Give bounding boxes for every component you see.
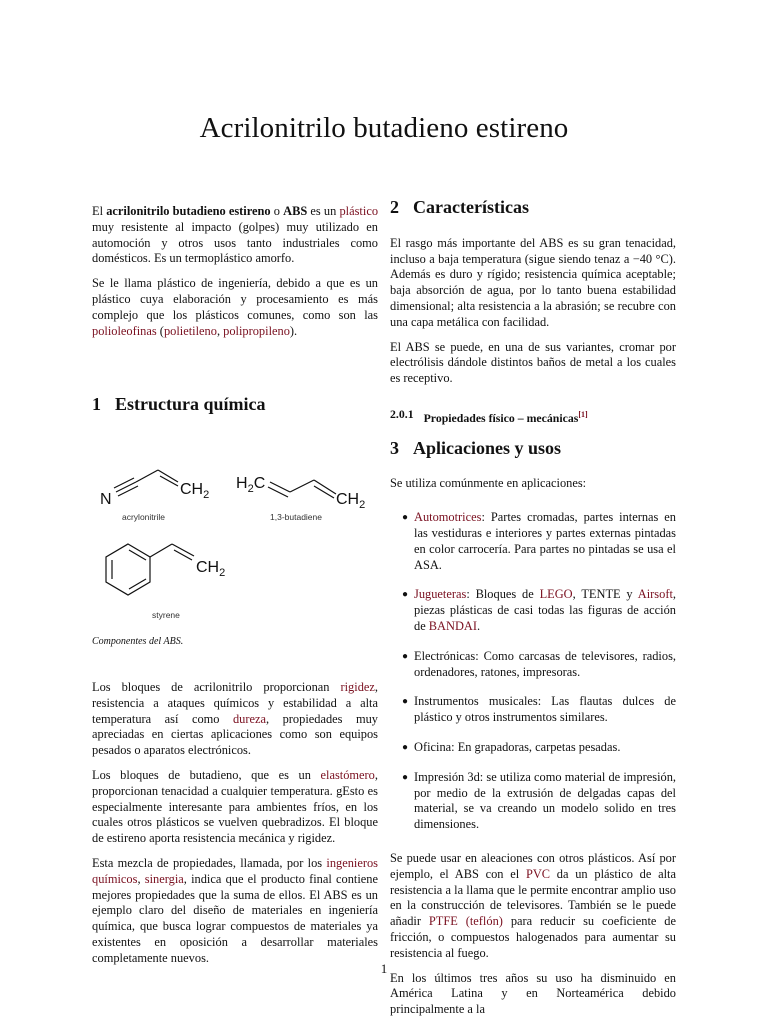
acrylonitrile-ch2-label: CH [180,481,204,498]
subsection-2-0-1-heading [390,407,676,427]
text: Impresión 3d: se utiliza como material de impresión, por medio de la extrusión de delgadas capas del material, se va creando un modelo solido en tres dimensiones. [414,769,676,832]
bullet-icon: ● [402,696,409,708]
text: da un plástico de alta resistencia a la llama que le permite encontrar amplio uso en la construcción de televisores. También se le puede añadir [390,866,676,929]
butadiene-label: 1,3-butadiene [270,512,322,522]
svg-text:CH2 [196,559,225,579]
text: : Partes cromadas, partes internas en las vestiduras e interiores y partes externas pintadas en color carrocería. Para partes no pintadas se usa el ASA. [414,510,676,572]
text: Los bloques de acrilonitrilo proporcionan [92,680,341,694]
butadiene-c-label: C [253,475,266,492]
section-number: 2 [390,197,399,217]
text: Electrónicas: Como carcasas de televisores, radios, ordenadores, ratones, impresoras. [414,648,676,679]
svg-text:CH2 [180,481,209,501]
section-1-paragraph-1 [92,680,378,759]
reference-link-1[interactable]: [1] [578,409,588,419]
section-title: Estructura química [115,394,266,414]
svg-text:CH2 [336,491,365,511]
butadiene-ch2-subscript: 2 [359,499,366,511]
link-polioleofinas[interactable]: polioleofinas [92,323,157,338]
text: ( [156,323,164,338]
term-abs-bold: ABS [283,204,308,218]
section-2-heading [390,197,676,217]
bullet-icon: ● [402,742,409,754]
link-rigidez[interactable]: rigidez [340,680,375,694]
text: muy resistente al impacto (golpes) muy utilizado en automoción y otros usos tanto industriales como domésticos. Es un termoplástico amorfo. [92,219,378,266]
subsection-title: Propiedades físico – mecánicas [423,410,579,425]
link-automotrices[interactable]: Automotrices [414,510,482,525]
text: Esta mezcla de propiedades, llamada, por los [92,855,327,870]
link-pvc[interactable]: PVC [525,866,551,881]
section-2-paragraph-2: El ABS se puede, en una de sus variantes, cromar por electrólisis dándole distintos baños de metal a los cuales es receptivo. [390,339,676,386]
styrene-structure [106,544,225,620]
list-item [390,694,676,726]
text: es un [307,204,340,218]
link-airsoft[interactable]: Airsoft [637,587,673,602]
text: . [476,619,481,634]
figure-caption: Componentes del ABS. [92,636,184,647]
page-number: 1 [380,961,388,976]
subsection-title-wrap [424,407,588,427]
structures-svg [92,452,382,632]
butadiene-h-label: H [236,475,248,492]
text: ). [289,323,298,338]
text: o [270,204,284,218]
text: , proporcionan tenacidad a cualquier temperatura. gEsto es especialmente interesante para ambientes fríos, en los cuales otros plásticos se vuelven quebradizos. El bloque de estireno aporta resistencia mecánica y rigidez. [92,767,378,846]
list-item [390,587,676,634]
section-1-paragraph-2 [92,768,378,847]
text: para reducir su coeficiente de fricción, o compuestos halogenados para aumentar su resistencia al fuego. [390,914,677,960]
acrylonitrile-n-label: N [100,491,112,508]
bullet-icon: ● [402,650,409,662]
list-item [390,649,676,681]
applications-list [390,510,676,833]
link-lego[interactable]: LEGO [539,587,573,602]
link-ingenieros-quimicos[interactable]: ingenieros químicos [92,855,378,886]
text: , piezas plásticas de casi todas las figuras de acción de [414,587,676,634]
section-2-paragraph-1: El rasgo más importante del ABS es su gran tenacidad, incluso a baja temperatura (sigue siendo tenaz a −40 °C). Además es duro y rígido; resistencia química aceptable; baja absorción de agua, por lo tanto buena estabilidad dimensional; alta resistencia a la abrasión; se recubre con una capa metálica con facilidad. [390,235,676,329]
styrene-ch2-label: CH [196,559,220,576]
section-3-paragraph-2 [390,851,676,962]
subsection-number: 2.0.1 [390,406,414,421]
section-3-heading [390,437,676,458]
text: , propiedades muy apreciadas en ciertas aplicaciones como son equipos pesados o aparatos electrónicos. [92,711,379,758]
link-ptfe[interactable]: PTFE (teflón) [428,914,503,929]
list-item [390,740,676,756]
text: : Bloques de [466,587,540,602]
butadiene-structure [236,475,365,522]
bullet-icon: ● [402,589,409,601]
link-dureza[interactable]: dureza [232,711,266,726]
bullet-icon: ● [402,771,409,783]
bullet-icon: ● [402,512,409,524]
page-title: Acrilonitrilo butadieno estireno [199,112,569,144]
right-column [390,197,677,1027]
text: , [137,871,145,886]
text: Oficina: En grapadoras, carpetas pesadas. [414,740,621,755]
intro-paragraph-1 [92,204,378,267]
acrylonitrile-structure [100,470,209,522]
chemical-structures-figure [92,452,382,632]
section-number: 3 [390,437,399,458]
term-bold: acrilonitrilo butadieno estireno [106,204,271,218]
text: , indica que el producto final contiene mejores propiedades que la suma de ellos. El ABS es un ejemplo claro del diseño de materiales en ingeniería química, que busca lograr compuestos de materiales ya existentes en oposición a desarrollar materiales completamente nuevos. [92,871,379,965]
text: Se puede usar en aleaciones con otros plásticos. Así por ejemplo, el ABS con el [390,851,676,881]
left-column [92,204,378,348]
text: Se le llama plástico de ingeniería, debido a que es un plástico cuya elaboración y procesamiento es más complejo que los plásticos comunes, como son las [92,276,378,322]
styrene-label: styrene [152,610,180,620]
butadiene-h-subscript: 2 [247,483,254,495]
section-1-paragraph-3 [92,856,378,967]
section-3-intro: Se utiliza comúnmente en aplicaciones: [390,476,587,491]
svg-text:H2C [236,475,265,495]
link-jugueteras[interactable]: Jugueteras [414,587,467,602]
section-1-body [92,680,378,976]
text: Instrumentos musicales: Las flautas dulces de plástico y otros instrumentos similares. [414,694,676,725]
list-item [390,770,676,833]
intro-paragraph-2 [92,276,378,339]
section-title: Aplicaciones y usos [413,437,562,458]
link-sinergia[interactable]: sinergia [144,871,184,886]
link-elastomero[interactable]: elastómero [320,767,375,782]
text: Los bloques de butadieno, que es un [92,767,321,782]
section-title: Características [413,197,529,217]
link-polietileno[interactable]: polietileno [163,323,217,338]
acrylonitrile-label: acrylonitrile [122,512,165,522]
section-number: 1 [92,394,101,414]
text: El [92,204,107,218]
link-plastico[interactable]: plástico [339,204,379,218]
styrene-ch2-subscript: 2 [219,567,226,579]
text: , resistencia a ataques químicos y estabilidad a alta temperatura así como [92,680,378,726]
section-3-paragraph-3: En los últimos tres años su uso ha disminuido en América Latina y en Norteamérica debido principalmente a la [390,970,676,1017]
link-bandai[interactable]: BANDAI [428,619,477,634]
link-polipropileno[interactable]: polipropileno [223,323,290,338]
section-1-heading [92,394,266,415]
acrylonitrile-ch2-subscript: 2 [203,489,210,501]
butadiene-ch2-label: CH [336,491,360,508]
text: , [216,323,224,338]
list-item [390,510,676,573]
text: , TENTE y [572,587,638,602]
